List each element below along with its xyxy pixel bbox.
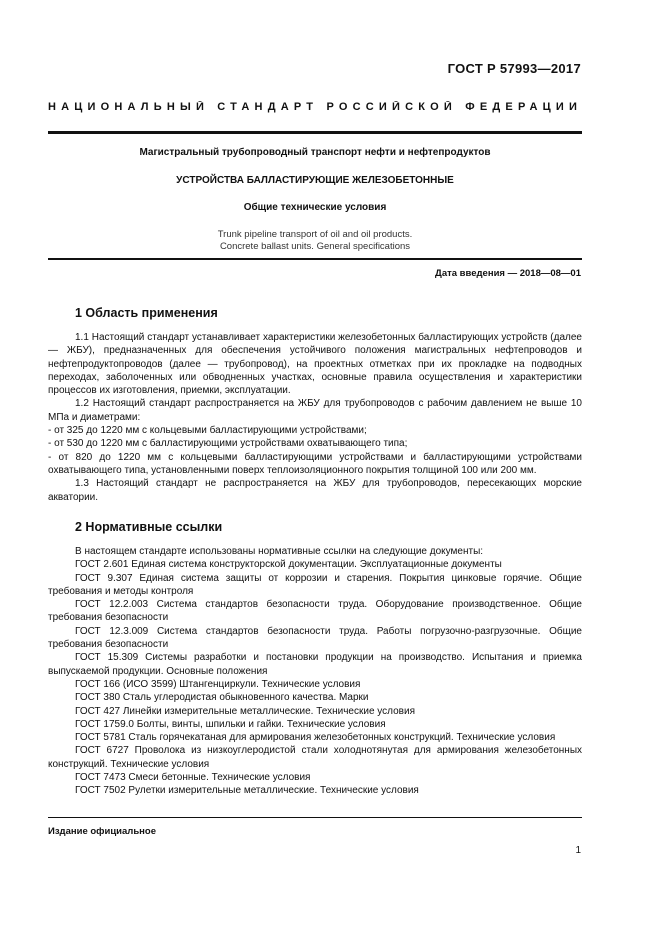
reference-item: ГОСТ 12.3.009 Система стандартов безопасности труда. Работы погрузочно-разгрузочные. Общие требования безопасности	[48, 625, 582, 651]
list-item: - от 820 до 1220 мм с кольцевыми балластирующими устройствами и балластирующими устройствами охватывающего типа, установленными поверх теплоизоляционного покрытия толщиной 100 или 200 мм.	[48, 451, 582, 476]
reference-item: ГОСТ 6727 Проволока из низкоуглеродистой стали холоднотянутая для армирования железобетонных конструкций. Технические условия	[48, 745, 582, 770]
reference-item: ГОСТ 380 Сталь углеродистая обыкновенного качества. Марки	[75, 692, 369, 704]
introduction-date: Дата введения — 2018—08—01	[435, 268, 581, 279]
list-item: - от 325 до 1220 мм с кольцевыми балластирующими устройствами;	[48, 425, 367, 437]
english-title	[48, 229, 582, 253]
section-1-heading: 1 Область применения	[75, 306, 218, 320]
reference-item: ГОСТ 2.601 Единая система конструкторской документации. Эксплуатационные документы	[75, 559, 502, 571]
paragraph-1-1: 1.1 Настоящий стандарт устанавливает характеристики железобетонных балластирующих устройств (далее — ЖБУ), предназначенных для обеспечения устойчивого положения магистральных нефтепроводов и нефтепродуктопроводов (далее — трубопровод), на проектных отметках при их прокладке на подводных переходах, заболоченных или обводненных участках, основные правила осуществления и характеристики процессов их изготовления, приемки, эксплуатации.	[48, 332, 582, 397]
references-intro: В настоящем стандарте использованы нормативные ссылки на следующие документы:	[75, 546, 484, 557]
reference-item: ГОСТ 5781 Сталь горячекатаная для армирования железобетонных конструкций. Технические условия	[75, 732, 556, 744]
title-divider	[48, 258, 582, 260]
reference-item: ГОСТ 7502 Рулетки измерительные металлические. Технические условия	[75, 785, 419, 797]
section-2-body	[48, 545, 582, 798]
paragraph-1-3: 1.3 Настоящий стандарт не распространяется на ЖБУ для трубопроводов, пересекающих морские акватории.	[48, 478, 582, 503]
list-item: - от 530 до 1220 мм с балластирующими устройствами охватывающего типа;	[48, 438, 408, 450]
title-line-2: УСТРОЙСТВА БАЛЛАСТИРУЮЩИЕ ЖЕЛЕЗОБЕТОННЫЕ	[176, 175, 454, 186]
section-1-body	[48, 331, 582, 504]
reference-item: ГОСТ 427 Линейки измерительные металлические. Технические условия	[75, 705, 415, 717]
section-2-heading: 2 Нормативные ссылки	[75, 520, 223, 534]
title-block	[48, 147, 582, 253]
title-line-3: Общие технические условия	[243, 202, 387, 213]
footer-divider	[48, 817, 582, 818]
title-line-1: Магистральный трубопроводный транспорт нефти и нефтепродуктов	[139, 147, 491, 158]
page-number: 1	[575, 845, 581, 856]
english-title-line-2: Concrete ballast units. General specifications	[219, 241, 411, 252]
official-edition-label: Издание официальное	[48, 826, 156, 837]
paragraph-1-2: 1.2 Настоящий стандарт распространяется на ЖБУ для трубопроводов с рабочим давлением не выше 10 МПа и диаметрами:	[48, 398, 582, 423]
national-standard-heading: НАЦИОНАЛЬНЫЙ СТАНДАРТ РОССИЙСКОЙ ФЕДЕРАЦИИ	[48, 101, 582, 113]
reference-item: ГОСТ 1759.0 Болты, винты, шпильки и гайки. Технические условия	[75, 718, 386, 730]
reference-item: ГОСТ 9.307 Единая система защиты от коррозии и старения. Покрытия цинковые горячие. Общие требования и методы контроля	[48, 572, 582, 597]
english-title-line-1: Trunk pipeline transport of oil and oil products.	[217, 229, 413, 240]
reference-item: ГОСТ 166 (ИСО 3599) Штангенциркули. Технические условия	[75, 678, 361, 690]
header-divider	[48, 131, 582, 134]
document-code: ГОСТ Р 57993—2017	[447, 61, 581, 76]
reference-item: ГОСТ 12.2.003 Система стандартов безопасности труда. Оборудование производственное. Общие требования безопасности	[48, 599, 582, 624]
reference-item: ГОСТ 7473 Смеси бетонные. Технические условия	[75, 772, 311, 784]
reference-item: ГОСТ 15.309 Системы разработки и постановки продукции на производство. Испытания и приемка выпускаемой продукции. Основные положения	[48, 652, 582, 677]
